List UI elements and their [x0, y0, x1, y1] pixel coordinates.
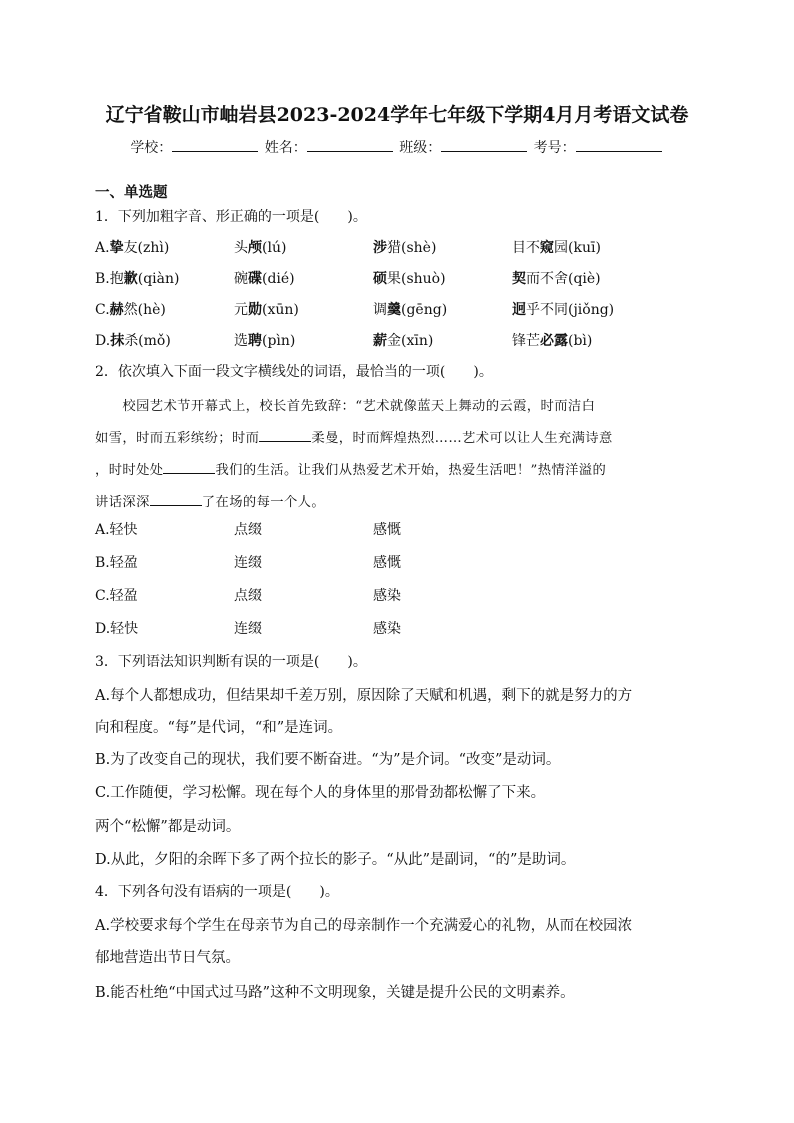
name-label: 姓名：: [264, 140, 307, 156]
q4-line-1: A.学校要求每个学生在母亲节为自己的母亲制作一个充满爱心的礼物，从而在校园浓: [95, 918, 633, 934]
q3-line-2: 向和程度。“每”是代词，“和”是连词。: [95, 720, 343, 736]
class-label: 班级：: [399, 140, 442, 156]
q1-b-item-2: 碗碟(dié): [234, 271, 295, 287]
q2-d-word-2: 连缀: [234, 621, 262, 637]
q2-passage-line-3: ，时时处处 我们的生活。让我们从热爱艺术开始，热爱生活吧！”热情洋溢的: [95, 463, 607, 478]
exam-number-blank[interactable]: [576, 138, 662, 152]
q2-passage-line-1: 校园艺术节开幕式上，校长首先致辞：“艺术就像蓝天上舞动的云霞，时而洁白: [95, 399, 596, 414]
q2-stem: 2．依次填入下面一段文字横线处的词语，最恰当的一项( )。: [95, 364, 493, 380]
q2-blank-1: [259, 430, 311, 442]
q1-c-item-4: 迥乎不同(jiǒng): [512, 302, 615, 318]
q3-stem: 3．下列语法知识判断有误的一项是( )。: [95, 654, 367, 670]
q3-line-1: A.每个人都想成功，但结果却千差万别，原因除了天赋和机遇，剩下的就是努力的方: [95, 688, 633, 704]
q1-d-item-3: 薪金(xīn): [373, 333, 434, 349]
q2-d-word-1: D.轻快: [95, 621, 139, 637]
q2-blank-2: [163, 462, 215, 474]
q1-b-item-1: B.抱歉(qiàn): [95, 271, 180, 287]
q1-a-item-1: A.挚友(zhì): [95, 240, 170, 256]
name-blank[interactable]: [307, 138, 393, 152]
q4-line-3: B.能否杜绝“中国式过马路”这种不文明现象，关键是提升公民的文明素养。: [95, 985, 575, 1001]
q4-stem: 4．下列各句没有语病的一项是( )。: [95, 884, 339, 900]
q2-b-word-2: 连缀: [234, 555, 262, 571]
student-info-row: [0, 137, 794, 157]
section-heading: 一、单选题: [95, 184, 168, 201]
q3-line-5: 两个“松懈”都是动词。: [95, 819, 241, 835]
q1-b-item-4: 契而不舍(qiè): [512, 271, 601, 287]
q1-d-item-2: 选聘(pìn): [234, 333, 296, 349]
q2-c-word-1: C.轻盈: [95, 588, 138, 604]
school-label: 学校：: [130, 140, 173, 156]
q1-stem: 1．下列加粗字音、形正确的一项是( )。: [95, 209, 367, 225]
q2-b-word-3: 感慨: [373, 555, 401, 571]
q2-passage-line-2: 如雪，时而五彩缤纷；时而 柔曼，时而辉煌热烈……艺术可以让人生充满诗意: [95, 431, 613, 446]
q1-c-item-3: 调羹(gēng): [373, 302, 448, 318]
school-blank[interactable]: [172, 138, 258, 152]
q2-c-word-3: 感染: [373, 588, 401, 604]
q1-a-item-3: 涉猎(shè): [373, 240, 437, 256]
q3-line-6: D.从此，夕阳的余晖下多了两个拉长的影子。“从此”是副词，“的”是助词。: [95, 852, 576, 868]
class-blank[interactable]: [441, 138, 527, 152]
q1-c-item-2: 元勋(xūn): [234, 302, 299, 318]
q2-a-word-2: 点缀: [234, 522, 262, 538]
q3-line-4: C.工作随便，学习松懈。现在每个人的身体里的那骨劲都松懈了下来。: [95, 785, 546, 801]
q1-d-item-1: D.抹杀(mǒ): [95, 333, 171, 349]
q1-a-item-4: 目不窥园(kuī): [512, 240, 601, 256]
q2-c-word-2: 点缀: [234, 588, 262, 604]
q1-c-item-1: C.赫然(hè): [95, 302, 166, 318]
q1-b-item-3: 硕果(shuò): [373, 271, 446, 287]
q2-a-word-1: A.轻快: [95, 522, 138, 538]
q3-line-3: B.为了改变自己的现状，我们要不断奋进。“为”是介词。“改变”是动词。: [95, 752, 561, 768]
q1-a-item-2: 头颅(lú): [234, 240, 287, 256]
q2-b-word-1: B.轻盈: [95, 555, 138, 571]
q2-passage-line-4: 讲话深深 了在场的每一个人。: [95, 495, 326, 510]
q2-a-word-3: 感慨: [373, 522, 401, 538]
q1-d-item-4: 锋芒必露(bì): [512, 333, 593, 349]
page-title: 辽宁省鞍山市岫岩县2023-2024学年七年级下学期4月月考语文试卷: [105, 104, 689, 126]
q4-line-2: 郁地营造出节日气氛。: [95, 950, 240, 966]
q2-d-word-3: 感染: [373, 621, 401, 637]
q2-blank-3: [150, 494, 202, 506]
exam-number-label: 考号：: [533, 140, 576, 156]
